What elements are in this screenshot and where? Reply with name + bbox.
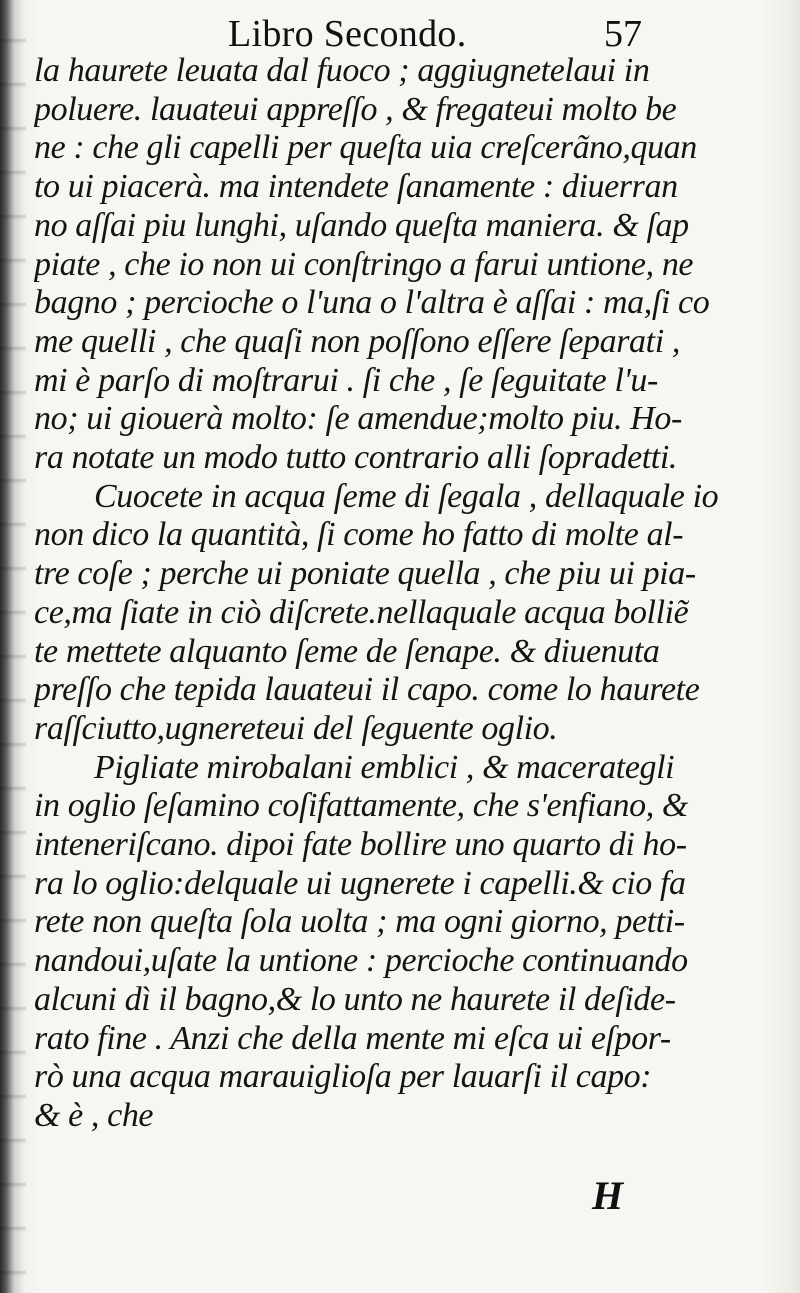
text-line: in oglio ſeſamino coſifattamente, che s'enfiano, & <box>34 787 688 825</box>
text-line: bagno ; percioche o l'una o l'altra è aſſai : ma,ſi co <box>34 284 710 322</box>
page-number: 57 <box>604 13 642 55</box>
text-line: alcuni dì il bagno,& lo unto ne haurete il deſide- <box>34 980 676 1018</box>
signature-mark: H <box>592 1173 624 1218</box>
text-line: me quelli , che quaſi non poſſono eſſere ſeparati , <box>34 322 680 360</box>
text-line: no aſſai piu lunghi, uſando queſta maniera. & ſap <box>34 206 689 244</box>
text-line: rete non queſta ſola uolta ; ma ogni giorno, petti- <box>34 903 685 941</box>
text-line: ra notate un modo tutto contrario alli ſopradetti. <box>34 439 678 477</box>
text-line: ne : che gli capelli per queſta uia creſcerãno,quan <box>34 129 697 167</box>
text-line: non dico la quantità, ſi come ho fatto di molte al- <box>34 516 684 554</box>
text-line: piate , che io non ui conſtringo a farui untione, ne <box>34 245 694 283</box>
body-text <box>34 52 724 1182</box>
text-line: & è , che <box>34 1096 154 1134</box>
running-head: Libro Secondo. <box>228 13 467 55</box>
binding-gutter <box>0 0 26 1293</box>
text-line: rato fine . Anzi che della mente mi eſca ui eſpor- <box>34 1019 671 1057</box>
text-line: rò una acqua marauiglioſa per lauarſi il capo: <box>34 1058 652 1096</box>
text-line: tre coſe ; perche ui poniate quella , che piu ui pia- <box>34 555 696 593</box>
paragraph-start-line: Pigliate mirobalani emblici , & macerategli <box>94 748 675 786</box>
text-line: mi è parſo di moſtrarui . ſi che , ſe ſeguitate l'u- <box>34 361 658 399</box>
text-line: ce,ma ſiate in ciò diſcrete.nellaquale acqua bolliẽ <box>34 593 689 631</box>
paragraph-start-line: Cuocete in acqua ſeme di ſegala , dellaquale io <box>94 477 719 515</box>
text-line: raſſciutto,ugnereteui del ſeguente oglio. <box>34 709 558 747</box>
text-line: la haurete leuata dal fuoco ; aggiugnetelaui in <box>34 52 650 89</box>
text-line: poluere. lauateui appreſſo , & fregateui molto be <box>34 90 677 128</box>
text-line: te mettete alquanto ſeme de ſenape. & diuenuta <box>34 632 660 670</box>
text-line: preſſo che tepida lauateui il capo. come lo haurete <box>34 671 700 709</box>
text-line: nandoui,uſate la untione : percioche continuando <box>34 942 688 980</box>
text-line: to ui piacerà. ma intendete ſanamente : diuerran <box>34 168 678 206</box>
text-line: inteneriſcano. dipoi fate bollire uno quarto di ho- <box>34 826 687 864</box>
text-line: no; ui giouerà molto: ſe amendue;molto piu. Ho- <box>34 400 682 438</box>
text-line: ra lo oglio:delquale ui ugnerete i capelli.& cio fa <box>34 864 686 902</box>
